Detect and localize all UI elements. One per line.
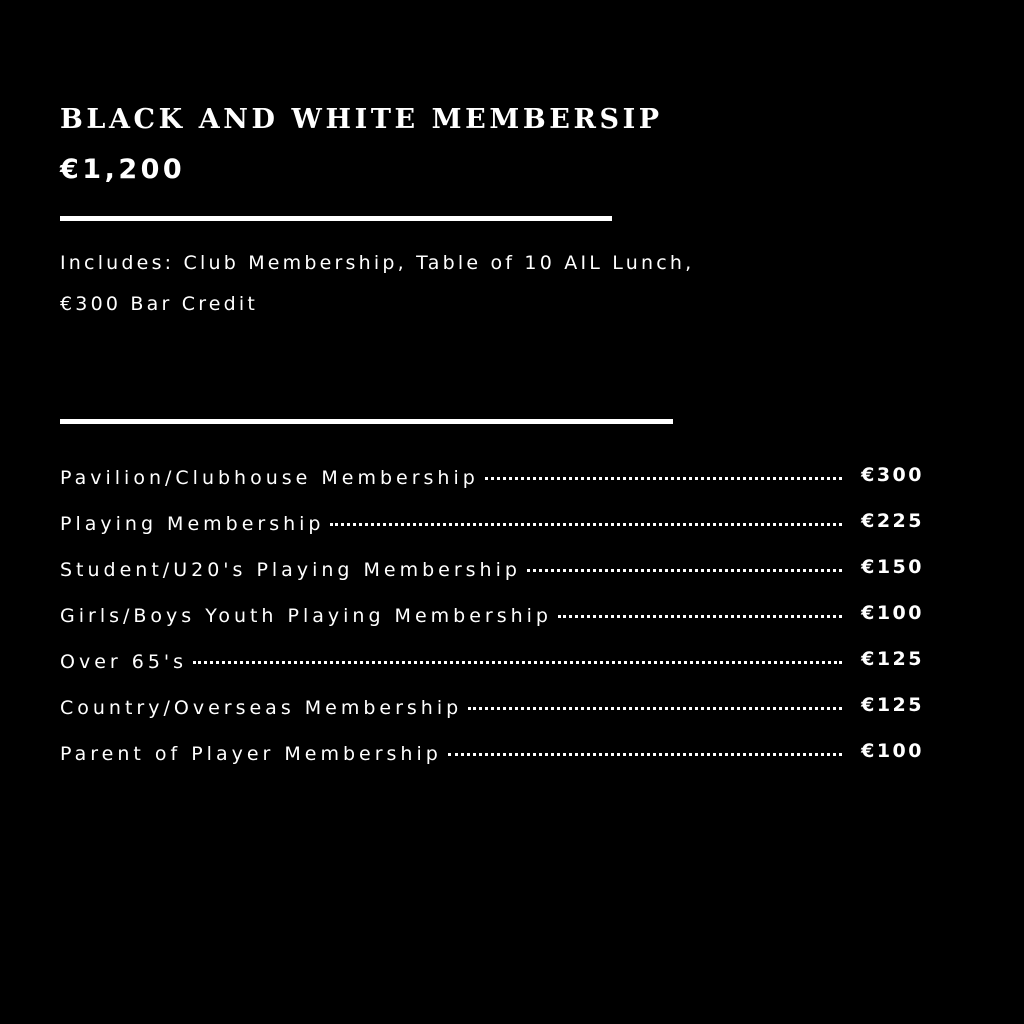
membership-name: Parent of Player Membership: [60, 743, 442, 765]
dotted-leader: [468, 707, 842, 710]
price-row: [60, 496, 924, 542]
membership-name: Girls/Boys Youth Playing Membership: [60, 605, 552, 627]
package-price: €1,200: [60, 154, 186, 185]
membership-price: €125: [861, 694, 924, 716]
price-row: [60, 542, 924, 588]
price-row: [60, 450, 924, 496]
dotted-leader: [527, 569, 842, 572]
price-list: [60, 450, 924, 772]
price-row: [60, 634, 924, 680]
price-row: [60, 680, 924, 726]
membership-price: €150: [861, 556, 924, 578]
divider: [60, 419, 673, 424]
dotted-leader: [448, 753, 842, 756]
membership-price: €125: [861, 648, 924, 670]
membership-price: €100: [861, 602, 924, 624]
membership-price: €300: [861, 464, 924, 486]
divider: [60, 216, 612, 221]
membership-name: Over 65's: [60, 651, 188, 673]
dotted-leader: [193, 661, 842, 664]
package-title: BLACK AND WHITE MEMBERSIP: [60, 104, 663, 135]
membership-name: Pavilion/Clubhouse Membership: [60, 467, 479, 489]
membership-price: €100: [861, 740, 924, 762]
membership-name: Country/Overseas Membership: [60, 697, 463, 719]
membership-name: Playing Membership: [60, 513, 325, 535]
price-row: [60, 588, 924, 634]
package-includes: Includes: Club Membership, Table of 10 AIL Lunch, €300 Bar Credit: [60, 252, 695, 315]
price-row: [60, 726, 924, 772]
dotted-leader: [558, 615, 842, 618]
dotted-leader: [485, 477, 842, 480]
membership-name: Student/U20's Playing Membership: [60, 559, 521, 581]
dotted-leader: [330, 523, 842, 526]
membership-price: €225: [861, 510, 924, 532]
